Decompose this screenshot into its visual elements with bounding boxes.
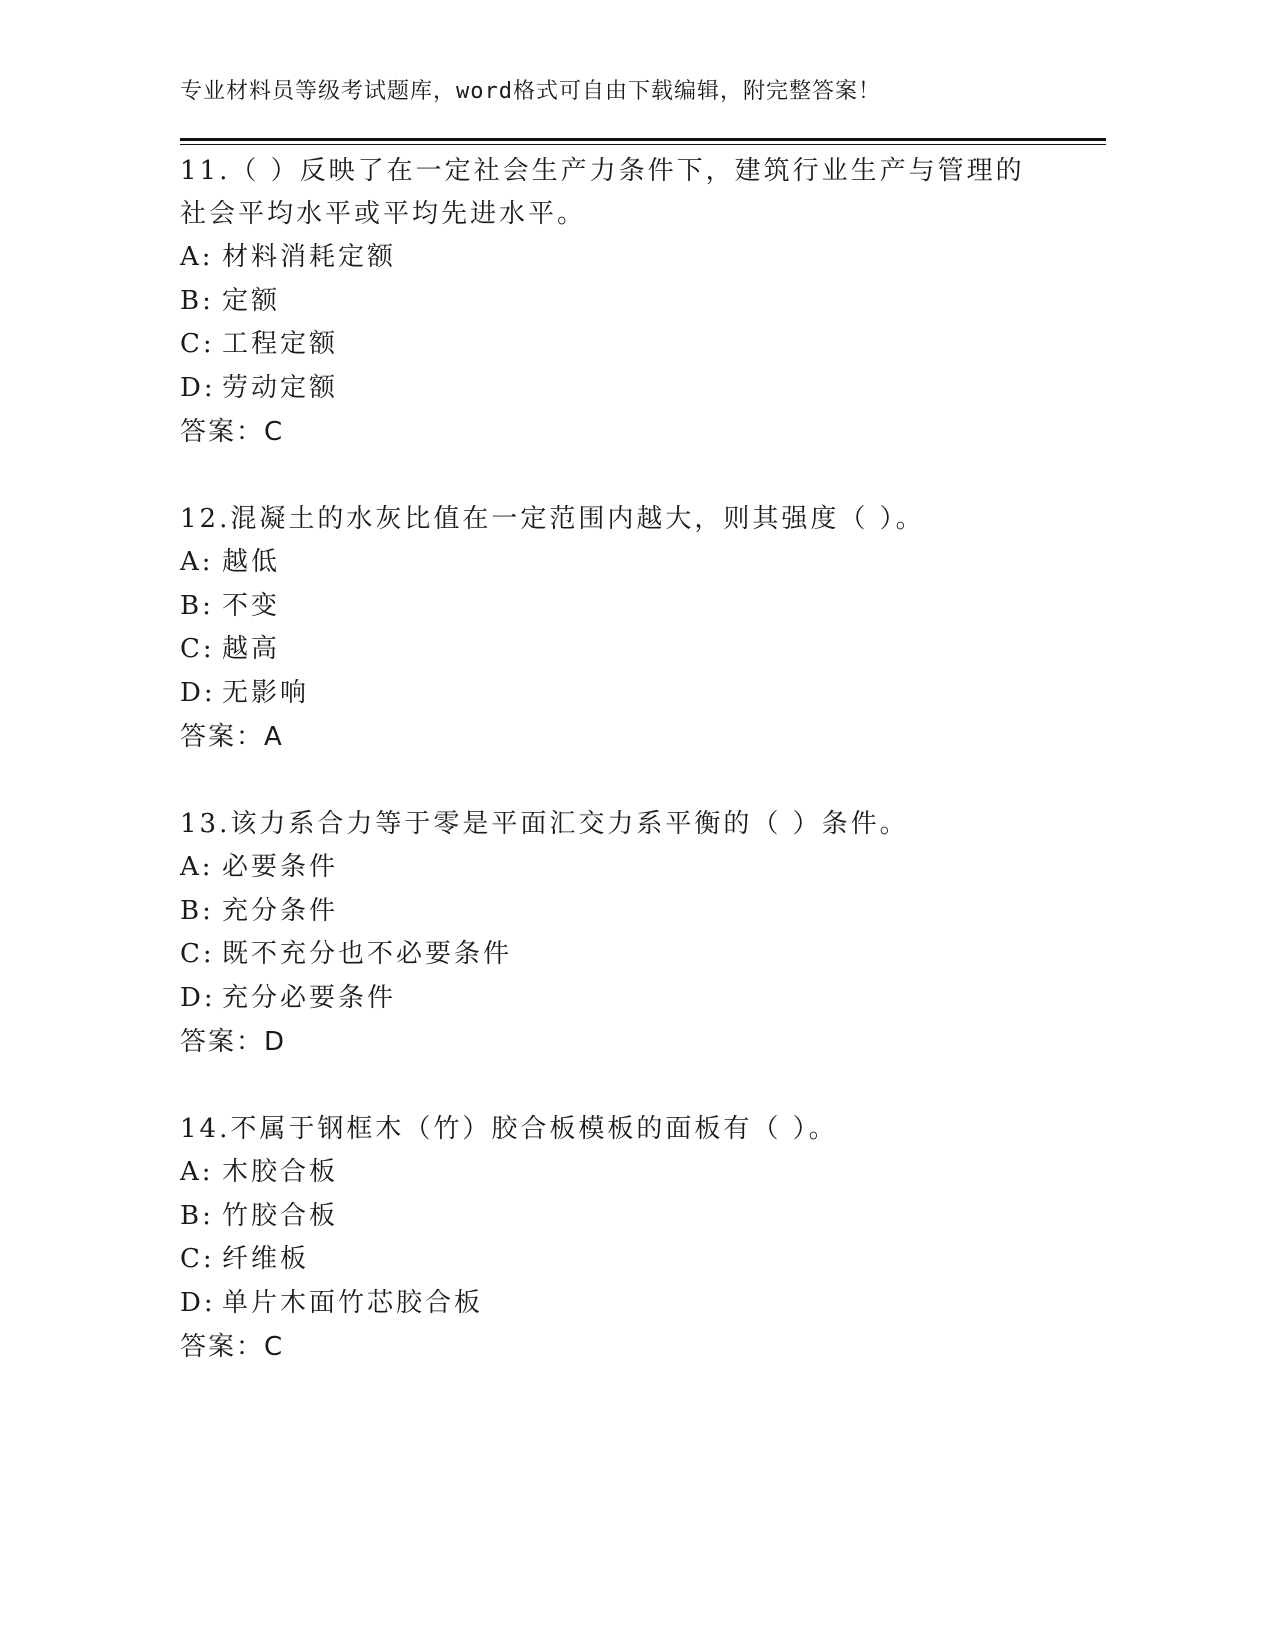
option-d (180, 1282, 1040, 1326)
option-b (180, 890, 1040, 934)
option-b (180, 585, 1040, 629)
option-a (180, 541, 1040, 585)
header-rule-thin (180, 144, 1106, 145)
option-text: 木胶合板 (222, 1157, 339, 1187)
option-letter: A: (180, 547, 214, 577)
option-text: 工程定额 (222, 329, 339, 359)
option-text: 既不充分也不必要条件 (222, 939, 513, 969)
question-stem: 12.混凝土的水灰比值在一定范围内越大，则其强度（ ）。 (180, 504, 925, 534)
header-note: 专业材料员等级考试题库，word格式可自由下载编辑，附完整答案！ (180, 79, 881, 104)
option-letter: D: (180, 677, 216, 708)
option-text: 越高 (222, 634, 281, 664)
option-letter: A: (180, 852, 214, 882)
option-letter: D: (180, 982, 216, 1013)
option-text: 单片木面竹芯胶合板 (222, 1287, 484, 1318)
option-d (180, 672, 1040, 716)
option-letter: B: (180, 590, 214, 621)
option-letter: B: (180, 895, 214, 926)
answer-line: 答案：C (180, 417, 285, 447)
option-text: 充分必要条件 (222, 982, 397, 1013)
option-letter: A: (180, 1157, 214, 1187)
question-11 (180, 150, 1040, 454)
option-text: 材料消耗定额 (222, 242, 397, 272)
option-letter: D: (180, 1287, 216, 1318)
option-text: 不变 (222, 590, 281, 621)
question-stem: 14.不属于钢框木（竹）胶合板模板的面板有（ ）。 (180, 1114, 838, 1144)
option-letter: C: (180, 939, 215, 969)
option-text: 充分条件 (222, 895, 339, 926)
option-letter: B: (180, 1200, 214, 1231)
question-13 (180, 803, 1040, 1064)
option-c (180, 323, 1040, 367)
answer-line: 答案：D (180, 1027, 287, 1057)
option-letter: C: (180, 1244, 215, 1274)
option-text: 必要条件 (222, 852, 339, 882)
header-rule-thick (180, 138, 1106, 141)
option-d (180, 367, 1040, 411)
option-c (180, 1238, 1040, 1282)
option-b (180, 280, 1040, 324)
option-letter: A: (180, 242, 214, 272)
option-letter: C: (180, 634, 215, 664)
option-d (180, 977, 1040, 1021)
option-a (180, 1151, 1040, 1195)
option-letter: C: (180, 329, 215, 359)
option-a (180, 236, 1040, 280)
option-text: 纤维板 (222, 1244, 310, 1274)
answer-line: 答案：C (180, 1332, 285, 1362)
option-c (180, 933, 1040, 977)
option-b (180, 1195, 1040, 1239)
answer-line: 答案：A (180, 722, 284, 752)
option-text: 定额 (222, 285, 281, 316)
option-text: 越低 (222, 547, 281, 577)
question-14 (180, 1108, 1040, 1369)
question-stem: 13.该力系合力等于零是平面汇交力系平衡的（ ）条件。 (180, 809, 909, 839)
option-c (180, 628, 1040, 672)
option-text: 劳动定额 (222, 372, 339, 403)
option-a (180, 846, 1040, 890)
option-letter: B: (180, 285, 214, 316)
option-text: 无影响 (222, 677, 310, 708)
question-12 (180, 498, 1040, 759)
question-stem: 11.（ ）反映了在一定社会生产力条件下，建筑行业生产与管理的社会平均水平或平均先进水平。 (180, 156, 1025, 229)
option-letter: D: (180, 372, 216, 403)
option-text: 竹胶合板 (222, 1200, 339, 1231)
